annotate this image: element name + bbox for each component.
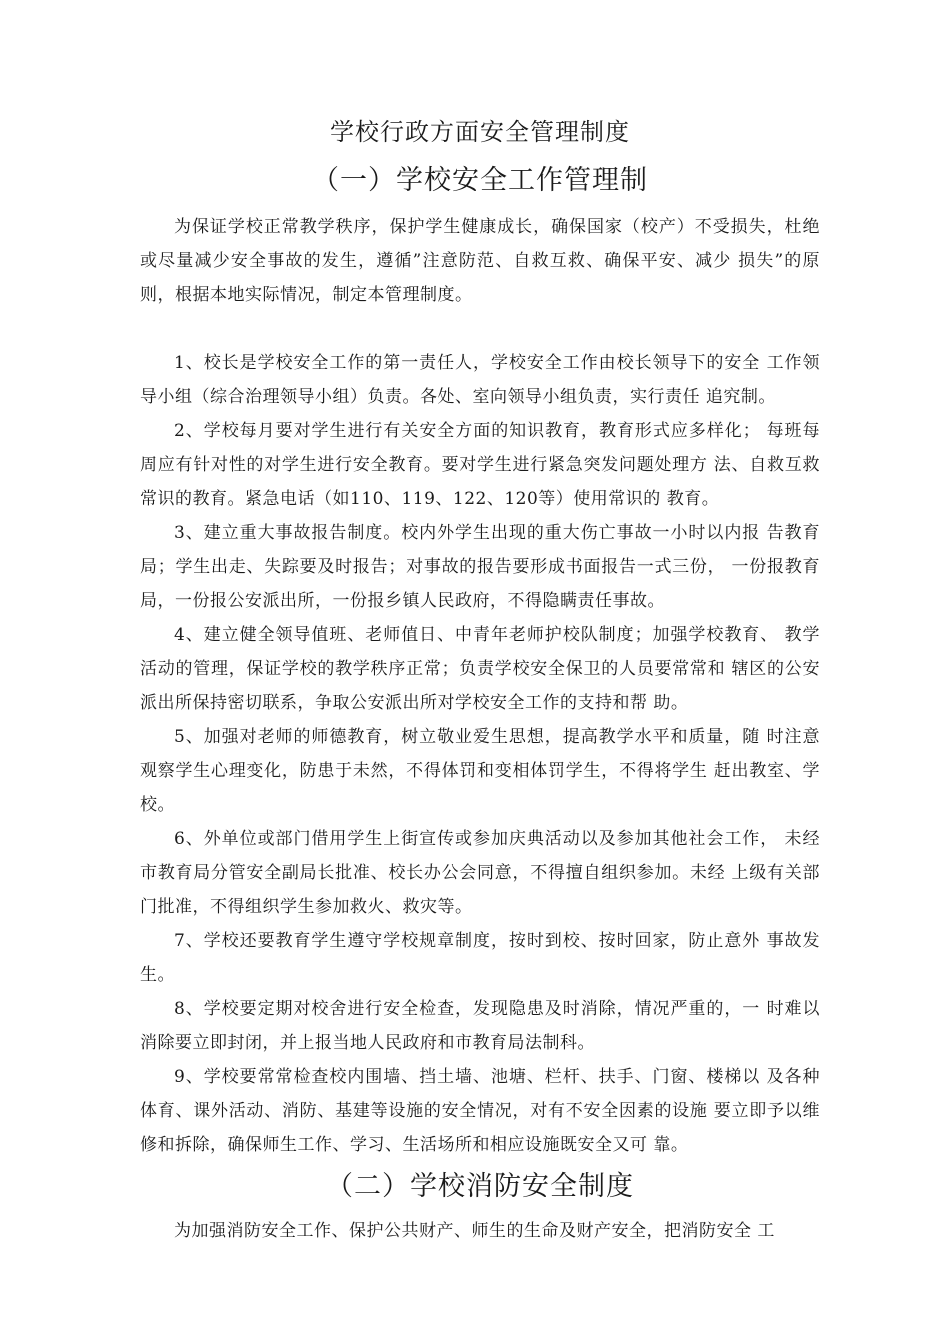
section-1-heading: （一）学校安全工作管理制	[312, 165, 648, 196]
rule-item-5: 5、加强对老师的师德教育，树立敬业爱生思想，提高教学水平和质量，随 时注意观察学生心理变化，防患于未然，不得体罚和变相体罚学生，不得将学生 赶出教室、学校。	[140, 727, 820, 815]
rule-item-8: 8、学校要定期对校舍进行安全检查，发现隐患及时消除，情况严重的，一 时难以消除要立即封闭，并上报当地人民政府和市教育局法制科。	[140, 999, 820, 1053]
section-2-heading: （二）学校消防安全制度	[326, 1171, 634, 1202]
document-page	[140, 112, 820, 1248]
paragraph-spacer	[140, 312, 820, 346]
rule-item-7: 7、学校还要教育学生遵守学校规章制度，按时到校、按时回家，防止意外 事故发生。	[140, 931, 820, 985]
rule-item-4: 4、建立健全领导值班、老师值日、中青年老师护校队制度；加强学校教育、 教学活动的管理，保证学校的教学秩序正常；负责学校安全保卫的人员要常常和 辖区的公安派出所保持密切联系，争取公安派出所对学校安全工作的支持和帮 助。	[140, 625, 820, 713]
section-2-intro: 为加强消防安全工作、保护公共财产、师生的生命及财产安全，把消防安全 工	[174, 1221, 775, 1241]
document-title: 学校行政方面安全管理制度	[330, 118, 630, 146]
rule-item-3: 3、建立重大事故报告制度。校内外学生出现的重大伤亡事故一小时以内报 告教育局；学生出走、失踪要及时报告；对事故的报告要形成书面报告一式三份， 一份报教育局，一份报公安派出所，一份报乡镇人民政府，不得隐瞒责任事故。	[140, 523, 820, 611]
section-1-intro: 为保证学校正常教学秩序，保护学生健康成长，确保国家（校产）不受损失，杜绝或尽量减少安全事故的发生，遵循”注意防范、自救互救、确保平安、减少 损失”的原则，根据本地实际情况，制定本管理制度。	[140, 217, 820, 305]
rule-item-1: 1、校长是学校安全工作的第一责任人，学校安全工作由校长领导下的安全 工作领导小组（综合治理领导小组）负责。各处、室向领导小组负责，实行责任 追究制。	[140, 353, 820, 407]
rule-item-2: 2、学校每月要对学生进行有关安全方面的知识教育，教育形式应多样化； 每班每周应有针对性的对学生进行安全教育。要对学生进行紧急突发问题处理方 法、自救互救常识的教育。紧急电话（如110、119、122、120等）使用常识的 教育。	[140, 421, 820, 509]
rule-item-9: 9、学校要常常检查校内围墙、挡土墙、池塘、栏杆、扶手、门窗、楼梯以 及各种体育、课外活动、消防、基建等设施的安全情况，对有不安全因素的设施 要立即予以维修和拆除，确保师生工作、学习、生活场所和相应设施既安全又可 靠。	[140, 1067, 820, 1155]
rule-item-6: 6、外单位或部门借用学生上街宣传或参加庆典活动以及参加其他社会工作， 未经市教育局分管安全副局长批准、校长办公会同意，不得擅自组织参加。未经 上级有关部门批准，不得组织学生参加救火、救灾等。	[140, 829, 820, 917]
